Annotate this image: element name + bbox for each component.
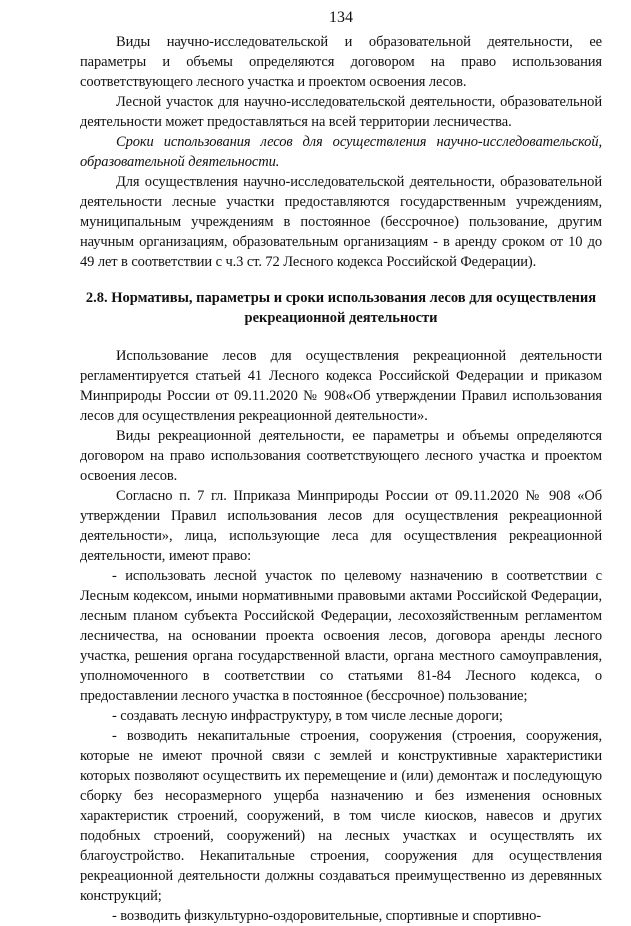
list-item: - возводить физкультурно-оздоровительные, спортивные и спортивно- xyxy=(112,908,542,924)
section-heading-line: 2.8. Нормативы, параметры и сроки использования лесов для осуществления xyxy=(85,290,597,306)
list-item: - использовать лесной участок по целевому назначению в соответствии с Лесным кодексом, иными нормативными правовыми актами Российской Федерации, лесным планом субъекта Российской Федерации, лесохозяйственным регламентом лесничества, на основании проекта освоения лесов, договора аренды лесного участка, решения органа государственной власти, органа местного самоуправления, уполномоченного в соответствии со статьями 81-84 Лесного кодекса, о предоставлении лесного участка в постоянное (бессрочное) пользование; xyxy=(80,568,602,704)
page-number: 134 xyxy=(329,9,353,26)
paragraph: Виды научно-исследовательской и образовательной деятельности, ее параметры и объемы определяются договором на право использования соответствующего лесного участка и проектом освоения лесов. xyxy=(80,34,602,90)
paragraph: Лесной участок для научно-исследовательской деятельности, образовательной деятельности может предоставляться на всей территории лесничества. xyxy=(80,94,602,130)
paragraph: Использование лесов для осуществления рекреационной деятельности регламентируется статьей 41 Лесного кодекса Российской Федерации и приказом Минприроды России от 09.11.2020 № 908«Об утверждении Правил использования лесов для осуществления рекреационной деятельности». xyxy=(80,348,602,424)
paragraph: Для осуществления научно-исследовательской деятельности, образовательной деятельности лесные участки предоставляются государственным учреждениям, муниципальным учреждениям в постоянное (бессрочное) пользование, другим научным организациям, образовательным организациям - в аренду сроком от 10 до 49 лет в соответствии с ч.3 ст. 72 Лесного кодекса Российской Федерации). xyxy=(80,174,602,270)
italic-paragraph: Сроки использования лесов для осуществления научно-исследовательской, образовательной деятельности. xyxy=(80,134,602,170)
page-content xyxy=(80,8,602,926)
list-item: - возводить некапитальные строения, сооружения (строения, сооружения, которые не имеют прочной связи с землей и конструктивные характеристики которых позволяют осуществить их перемещение и (или) демонтаж и последующую сборку без несоразмерного ущерба назначению и без изменения основных характеристик строений, сооружений, в том числе киосков, навесов и других подобных строений, сооружений) на лесных участках и осуществлять их благоустройство. Некапитальные строения, сооружения для осуществления рекреационной деятельности должны создаваться преимущественно из деревянных конструкций; xyxy=(80,728,602,904)
section-heading-line: рекреационной деятельности xyxy=(244,310,438,326)
paragraph: Согласно п. 7 гл. IIприказа Минприроды России от 09.11.2020 № 908 «Об утверждении Правил использования лесов для осуществления рекреационной деятельности», лица, использующие леса для осуществления рекреационной деятельности, имеют право: xyxy=(80,488,602,564)
paragraph: Виды рекреационной деятельности, ее параметры и объемы определяются договором на право использования соответствующего лесного участка и проектом освоения лесов. xyxy=(80,428,602,484)
section-heading xyxy=(80,288,602,328)
list-item: - создавать лесную инфраструктуру, в том числе лесные дороги; xyxy=(112,708,503,724)
